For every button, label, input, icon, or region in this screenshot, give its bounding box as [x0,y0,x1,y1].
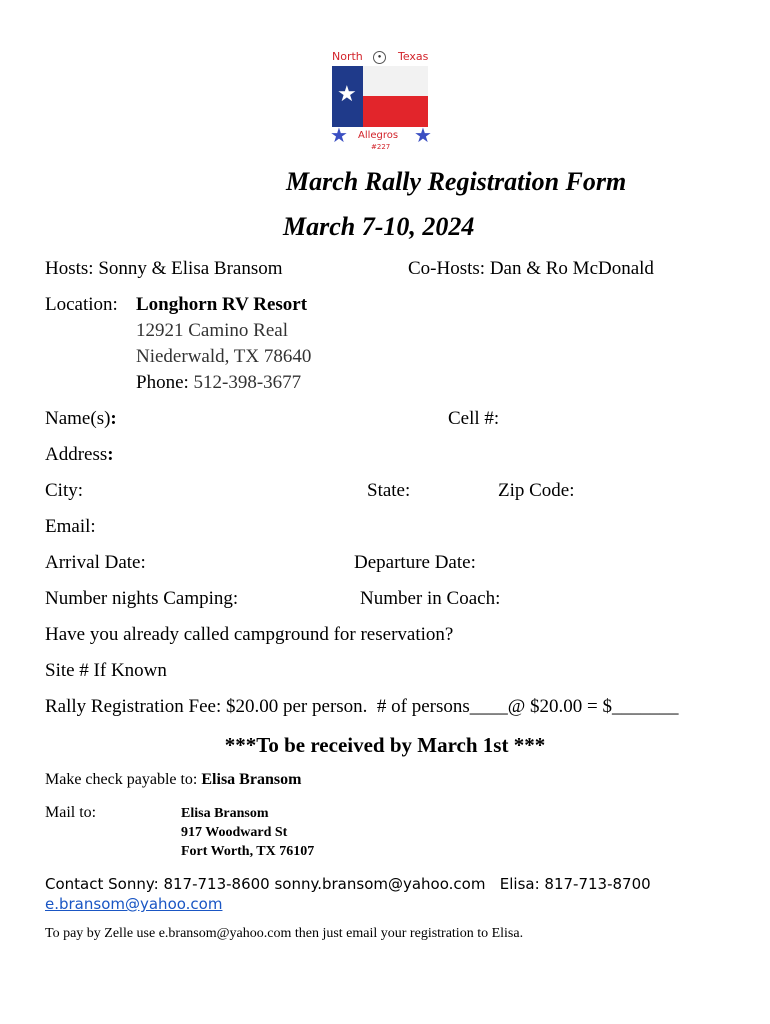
campground-reservation-question: Have you already called campground for reservation? [45,624,454,645]
location-name: Longhorn RV Resort [136,294,308,315]
logo-north-text: North [332,50,363,63]
site-number-label: Site # If Known [45,660,167,681]
registration-fee-line: Rally Registration Fee: $20.00 per person. # of persons____@ $20.00 = $_______ [45,696,679,717]
departure-date-label: Departure Date: [354,552,476,573]
star-icon: ★ [330,125,348,147]
mail-city: Fort Worth, TX 76107 [181,844,315,859]
address-field-label: Address: [45,444,114,465]
names-field-label: Name(s): [45,408,117,429]
payable-label: Make check payable to: [45,771,198,788]
mail-name: Elisa Bransom [181,806,269,821]
rally-dates: March 7-10, 2024 [283,212,475,241]
logo-club-name: Allegros [358,130,399,141]
contact-line: Contact Sonny: 817-713-8600 sonny.bransom@yahoo.com Elisa: 817-713-8700 [45,875,651,893]
form-title: March Rally Registration Form [286,167,627,196]
club-logo [326,46,436,156]
deadline-notice: ***To be received by March 1st *** [224,733,546,757]
mail-street: 917 Woodward St [181,825,288,840]
hosts-text: Hosts: Sonny & Elisa Bransom [45,258,283,279]
location-street: 12921 Camino Real [136,320,288,341]
arrival-date-label: Arrival Date: [45,552,146,573]
email-link[interactable]: e.bransom@yahoo.com [45,895,223,913]
zelle-note: To pay by Zelle use e.bransom@yahoo.com then just email your registration to Elisa. [45,926,524,941]
mail-address-block [181,804,314,861]
phone-label: Phone: [136,372,189,393]
payable-name: Elisa Bransom [201,771,302,788]
location-city: Niederwald, TX 78640 [136,346,312,367]
logo-club-number: #227 [371,143,391,151]
mail-to-label: Mail to: [45,804,97,821]
star-icon: ★ [414,125,432,147]
location-phone-row [136,372,301,394]
nights-camping-label: Number nights Camping: [45,588,239,609]
cohosts-text: Co-Hosts: Dan & Ro McDonald [408,258,654,279]
number-in-coach-label: Number in Coach: [360,588,501,609]
email-field-label: Email: [45,516,96,537]
logo-seal-icon: ● [373,51,386,64]
phone-number: 512-398-3677 [193,372,302,393]
zip-field-label: Zip Code: [498,480,575,501]
cell-field-label: Cell #: [448,408,500,429]
city-field-label: City: [45,480,84,501]
logo-texas-text: Texas [398,50,429,63]
location-label: Location: [45,294,118,315]
state-field-label: State: [367,480,411,501]
payable-row [45,771,301,789]
texas-flag-icon: ★ [332,66,428,127]
